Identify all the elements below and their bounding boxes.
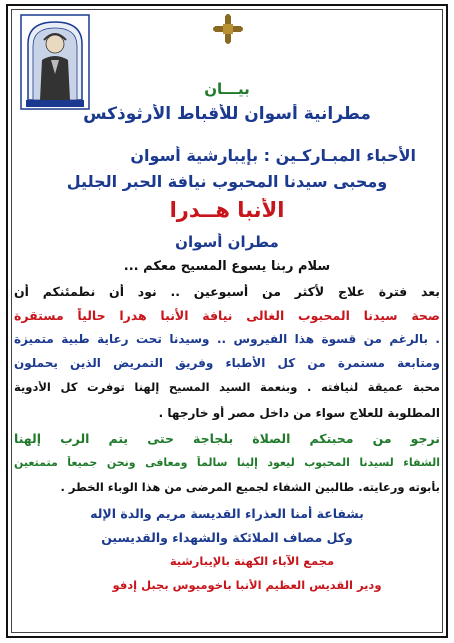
body-line-2: صحة سيدنا المحبوب الغالى نيافة الأنبا هدرا حالياً مستقرة — [14, 308, 440, 323]
body-line-11: وكل مصاف الملائكة والشهداء والقديسين — [101, 530, 353, 545]
body-line-10: بشفاعة أمنا العذراء القديسة مريم والدة الإله — [90, 506, 364, 521]
address-line-2: ومحبى سيدنا المحبوب نيافة الحبر الجليل — [66, 172, 388, 191]
diocese-name: مطرانية أسوان للأقباط الأرثوذكس — [83, 104, 371, 124]
signature-monastery: ودير القديس العظيم الأنبا باخوميوس بجبل إدفو — [112, 579, 382, 592]
body-line-3: . بالرغم من قسوة هذا الفيروس .. وسيدنا تحت رعاية طبية متميزة — [14, 332, 440, 346]
body-line-9: بأبوته ورعايته. طالبين الشفاء لجميع المرضى من هذا الوباء الخطر . — [60, 481, 440, 494]
body-line-6: المطلوبة للعلاج سواء من داخل مصر أو خارجها . — [158, 406, 440, 420]
body-line-5: محبة عميقة لنيافته . وبنعمة السيد المسيح إلهنا توفرت كل الأدوية — [14, 381, 440, 394]
coptic-cross-icon — [213, 14, 243, 44]
body-line-4: ومتابعة مستمرة من كل الأطباء وفريق التمريض الذين يحملون — [14, 356, 440, 370]
bishop-title: مطران أسوان — [175, 233, 279, 251]
body-line-7: نرجو من محبتكم الصلاة بلجاجة حتى يتم الرب إلهنا — [14, 431, 440, 446]
body-line-8: الشفاء لسيدنا المحبوب ليعود إلينا سالماً ومعافى ونحن جميعاً متمتعين — [14, 456, 440, 469]
address-line-1: الأحباء المبـاركـين : بإيبارشية أسوان — [130, 146, 416, 165]
bishop-name: الأنبا هــدرا — [169, 198, 285, 222]
greeting: سلام ربنا يسوع المسيح معكم ... — [123, 259, 331, 274]
statement-title: بيـــان — [204, 80, 250, 98]
body-line-1: بعد فترة علاج لأكثر من أسبوعين .. نود أن نطمئنكم أن — [14, 284, 440, 299]
signature-clergy: مجمع الآباء الكهنة بالإيبارشية — [169, 555, 335, 568]
